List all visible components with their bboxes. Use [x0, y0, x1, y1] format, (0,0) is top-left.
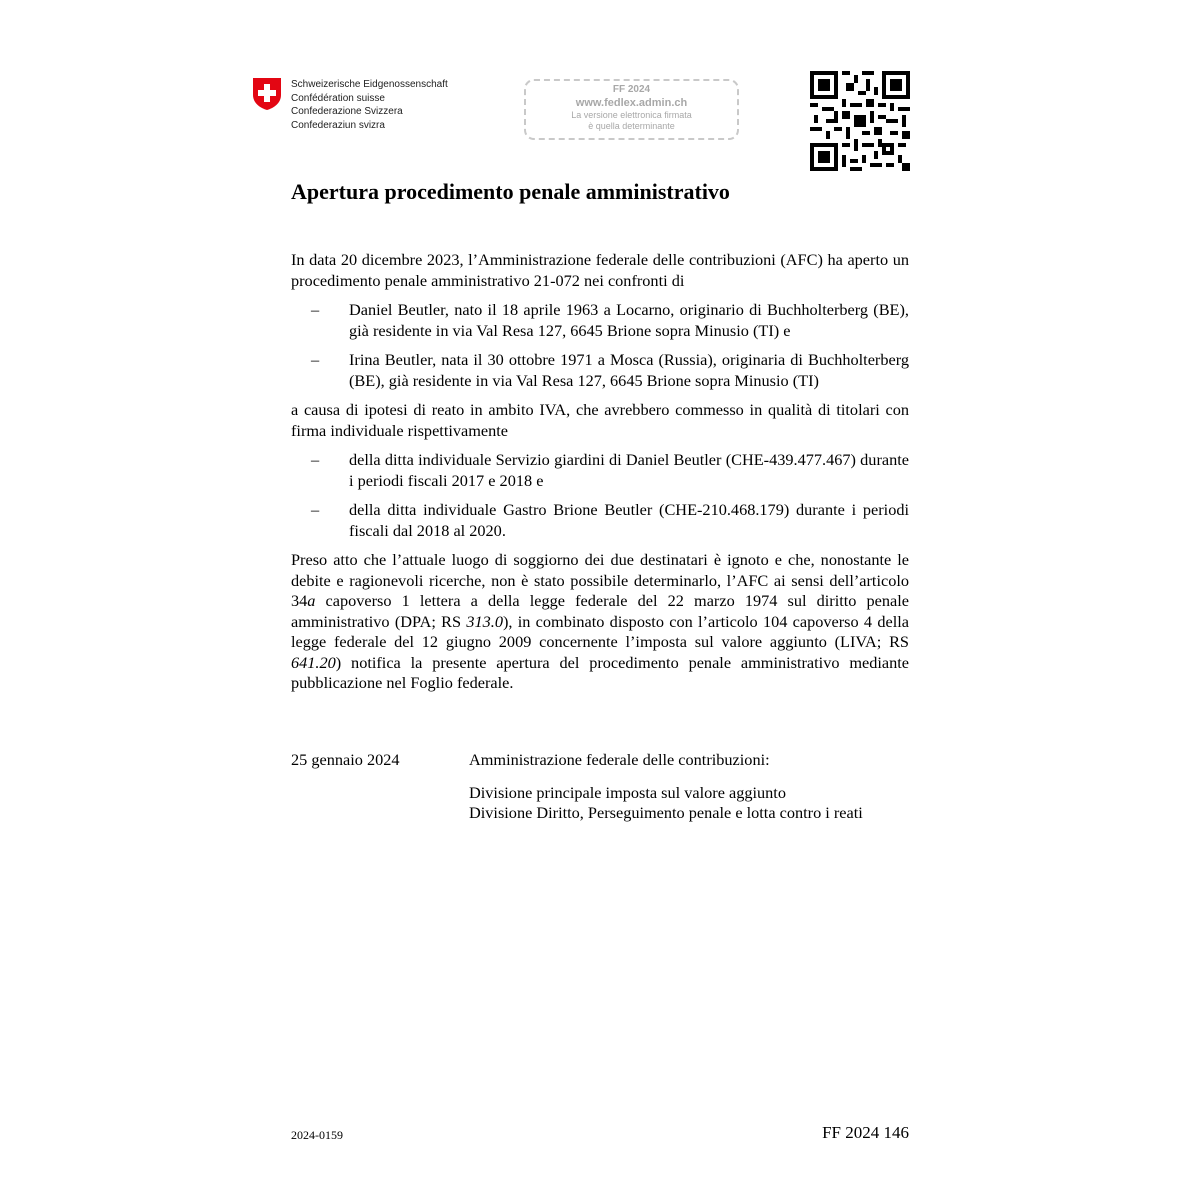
stamp-url: www.fedlex.admin.ch: [575, 97, 688, 109]
notice-rs-liva: 641.20: [291, 652, 336, 672]
person-item: [291, 300, 909, 341]
notice-part-4: ) notifica la presente apertura del procedimento penale amministrativo mediante pubblicazione nel Foglio federale.: [291, 652, 909, 692]
notice-paragraph: [291, 550, 909, 694]
federal-gazette-reference: FF 2024 146: [822, 1123, 909, 1142]
list-dash: –: [311, 350, 320, 369]
notice-part-2: capoverso 1 lettera a della legge federale del 22 marzo 1974 sul diritto penale amministrativo (DPA; RS: [291, 591, 909, 631]
swiss-coat-of-arms-icon: [252, 77, 282, 111]
firm-item: [291, 500, 909, 541]
firm-item: [291, 450, 909, 491]
stamp-note-2: è quella determinante: [588, 121, 675, 131]
document-id: 2024-0159: [291, 1128, 343, 1142]
page-title: Apertura procedimento penale amministrativo: [291, 179, 730, 204]
stamp-ff: FF 2024: [612, 84, 651, 95]
confederation-de: Schweizerische Eidgenossenschaft: [291, 79, 448, 90]
qr-code-icon: [810, 71, 910, 171]
confederation-fr: Confédération suisse: [291, 92, 385, 104]
signature-division-vat: Divisione principale imposta sul valore aggiunto: [469, 783, 786, 802]
firm-text: della ditta individuale Servizio giardini di Daniel Beutler (CHE-439.477.467) durante i periodi fiscali 2017 e 2018 e: [349, 450, 909, 490]
list-dash: –: [311, 500, 320, 519]
list-dash: –: [311, 450, 320, 469]
list-dash: –: [311, 300, 320, 319]
notice-rs-dpa: 313.0: [466, 611, 503, 631]
signature-organization: Amministrazione federale delle contribuzioni:: [469, 750, 770, 769]
notice-article-letter: a: [307, 591, 316, 610]
intro-paragraph: In data 20 dicembre 2023, l’Amministrazione federale delle contribuzioni (AFC) ha aperto un procedimento penale amministrativo 21-072 nei confronti di: [291, 250, 909, 290]
confederation-it: Confederazione Svizzera: [291, 106, 403, 117]
notice-body: [291, 250, 909, 694]
signature-date: 25 gennaio 2024: [291, 750, 400, 769]
cause-paragraph: a causa di ipotesi di reato in ambito IVA, che avrebbero commesso in qualità di titolari con firma individuale rispettivamente: [291, 400, 909, 440]
person-item: [291, 350, 909, 391]
confederation-rm: Confederaziun svizra: [291, 119, 385, 131]
stamp-note-1: La versione elettronica firmata: [571, 110, 692, 120]
confederation-names: [291, 78, 448, 132]
person-text: Irina Beutler, nata il 30 ottobre 1971 a Mosca (Russia), originaria di Buchholterberg (BE), già residente in via Val Resa 127, 6645 Brione sopra Minusio (TI): [349, 350, 909, 390]
signature-division-law: Divisione Diritto, Perseguimento penale e lotta contro i reati: [469, 803, 863, 822]
firm-text: della ditta individuale Gastro Brione Beutler (CHE-210.468.179) durante i periodi fiscali dal 2018 al 2020.: [349, 500, 909, 540]
notice-part-1: Preso atto che l’attuale luogo di soggiorno dei due destinatari è ignoto e che, nonostante le debite e ragionevoli ricerche, non è stato possibile determinarlo, l’AFC ai sensi dell’articolo 34: [291, 550, 909, 610]
electronic-version-stamp: [524, 79, 739, 140]
notice-part-3: ), in combinato disposto con l’articolo 104 capoverso 4 della legge federale del 12 giugno 2009 concernente l’imposta sul valore aggiunto (LIVA; RS: [291, 611, 909, 651]
person-text: Daniel Beutler, nato il 18 aprile 1963 a Locarno, originario di Buchholterberg (BE), già residente in via Val Resa 127, 6645 Brione sopra Minusio (TI) e: [349, 300, 909, 340]
